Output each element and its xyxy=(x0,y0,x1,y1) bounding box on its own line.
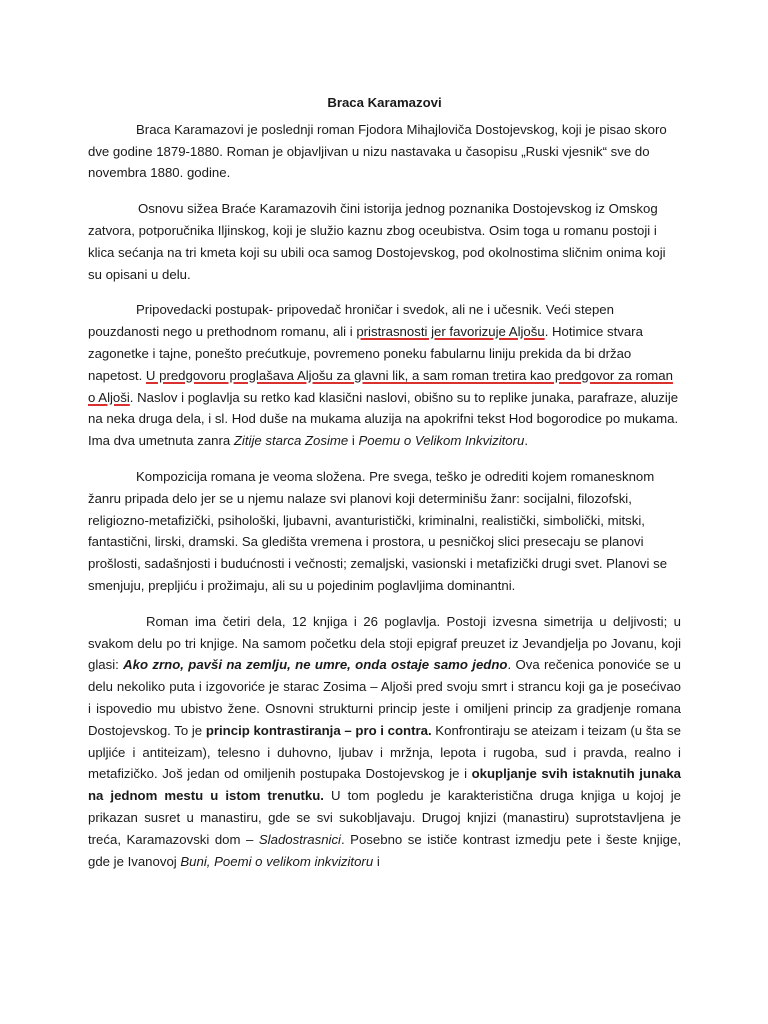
bold-text: princip kontrastiranja – pro i contra. xyxy=(205,722,432,738)
text-run: . xyxy=(524,433,529,449)
text-run: U tom pogledu je karakteristična druga knjiga u kojoj je prikazan susret u manastiru, gde se svi sukobljavaju. Drugoj knjizi (manastiru) suprotstavljena je treća, Karamazovski dom – xyxy=(88,788,681,847)
italic-text: Poemu o Velikom Inkvizitoru xyxy=(358,433,525,449)
paragraph-structure xyxy=(88,611,681,873)
underlined-text: U predgovoru proglašava Aljošu za glavni lik, a sam roman tretira kao predgovor za roman o Aljoši xyxy=(88,367,673,405)
paragraph-plot-origin: Osnovu sižea Braće Karamazovih čini istorija jednog poznanika Dostojevskog iz Omskog zatvora, potporučnika Iljinskog, koji je služio kaznu zbog oceubistva. Osim toga u romanu postoji i klica sećanja na tri kmeta koji su ubili oca samog Dostojevskog, pod okolnostima sličnim onima koji su opisani u delu. xyxy=(88,201,666,282)
text-run: . Ova rečenica ponoviće se u delu nekoliko puta i izgovoriće je starac Zosima – Aljoši pred svoju smrt i strancu koji ga je posećivao i ispovedio mu ubistvo žene. Osnovni strukturni princip jeste i omiljeni princip za gradjenje romana Dostojevskog. To je xyxy=(88,657,681,738)
italic-text: Poemi o velikom inkvizitoru xyxy=(214,853,374,869)
text-run: Roman ima četiri dela, 12 knjiga i 26 poglavlja. Postoji izvesna simetrija u deljivosti; u svakom delu po tri knjige. Na samom početku dela stoji epigraf preuzet iz Jevandjelja po Jovanu, koji glasi: xyxy=(88,613,681,673)
bold-italic-text: Ako zrno, pavši na zemlju, ne umre, onda ostaje samo jedno xyxy=(123,657,508,673)
document-title: Braca Karamazovi xyxy=(327,95,442,110)
text-run: i xyxy=(348,433,359,449)
italic-text: Sladostrasnici xyxy=(258,831,341,847)
bold-text: okupljanje svih istaknutih junaka na jednom mestu u istom trenutku. xyxy=(88,766,682,804)
italic-text: Zitije starca Zosime xyxy=(233,433,349,449)
paragraph-composition: Kompozicija romana je veoma složena. Pre svega, teško je odrediti kojem romanesknom žanru pripada delo jer se u njemu nalaze svi planovi koji determinišu žanr: socijalni, filozofski, religiozno-metafizički, psihološki, ljubavni, avanturistički, kriminalni, realistički, simbolički, mitski, fantastični, lirski, dramski. Sa gledišta vremena i prostora, u pesničkoj slici presecaju se planovi prošlosti, sadašnjosti i budućnosti i večnosti; zemaljski, vasionski i metafizički drugi svet. Planovi se smenjuju, prepljiću i prožimaju, ali su u pojedinim poglavljima dominantni. xyxy=(88,468,668,593)
text-run: Pripovedacki postupak- pripovedač hroničar i svedok, ali ne i učesnik. Veći stepen pouzdanosti nego u prethodnom romanu, ali i xyxy=(88,302,614,340)
text-run: i xyxy=(373,853,380,869)
text-run: Konfrontiraju se ateizam i teizam (u šta se upljiće i antiteizam), telesno i duhovno, ljubav i mržnja, lepota i rugoba, sud i pravda, realno i metafizičko. Još jedan od omiljenih postupaka Dostojevskog je i xyxy=(88,722,681,782)
paragraph-introduction: Braca Karamazovi je poslednji roman Fjodora Mihajloviča Dostojevskog, koji je pisao skoro dve godine 1879-1880. Roman je objavljivan u nizu nastavaka u časopisu „Ruski vjesnik“ sve do novembra 1880. godine. xyxy=(88,121,667,181)
text-run: . Naslov i poglavlja su retko kad klasični naslovi, obišno su to replike junaka, parafraze, aluzije na neka druga dela, i sl. Hod duše na mukama aluzija na apokrifni tekst Hod bogorodice po mukama. Ima dva umetnuta zanra xyxy=(88,389,679,449)
italic-text: Buni, xyxy=(180,853,211,869)
text-run: . Hotimice stvara zagonetke i tajne, ponešto prećutkuje, povremeno poneku fabularnu liniju prekida da bi držao napetost. xyxy=(88,324,643,383)
document-body xyxy=(88,92,681,886)
text-run: . Posebno se ističe kontrast izmedju pete i šeste knjige, gde je Ivanovoj xyxy=(88,831,681,869)
paragraph-narrative-technique xyxy=(88,299,681,452)
underlined-text: pristrasnosti jer favorizuje Aljošu xyxy=(356,324,545,340)
